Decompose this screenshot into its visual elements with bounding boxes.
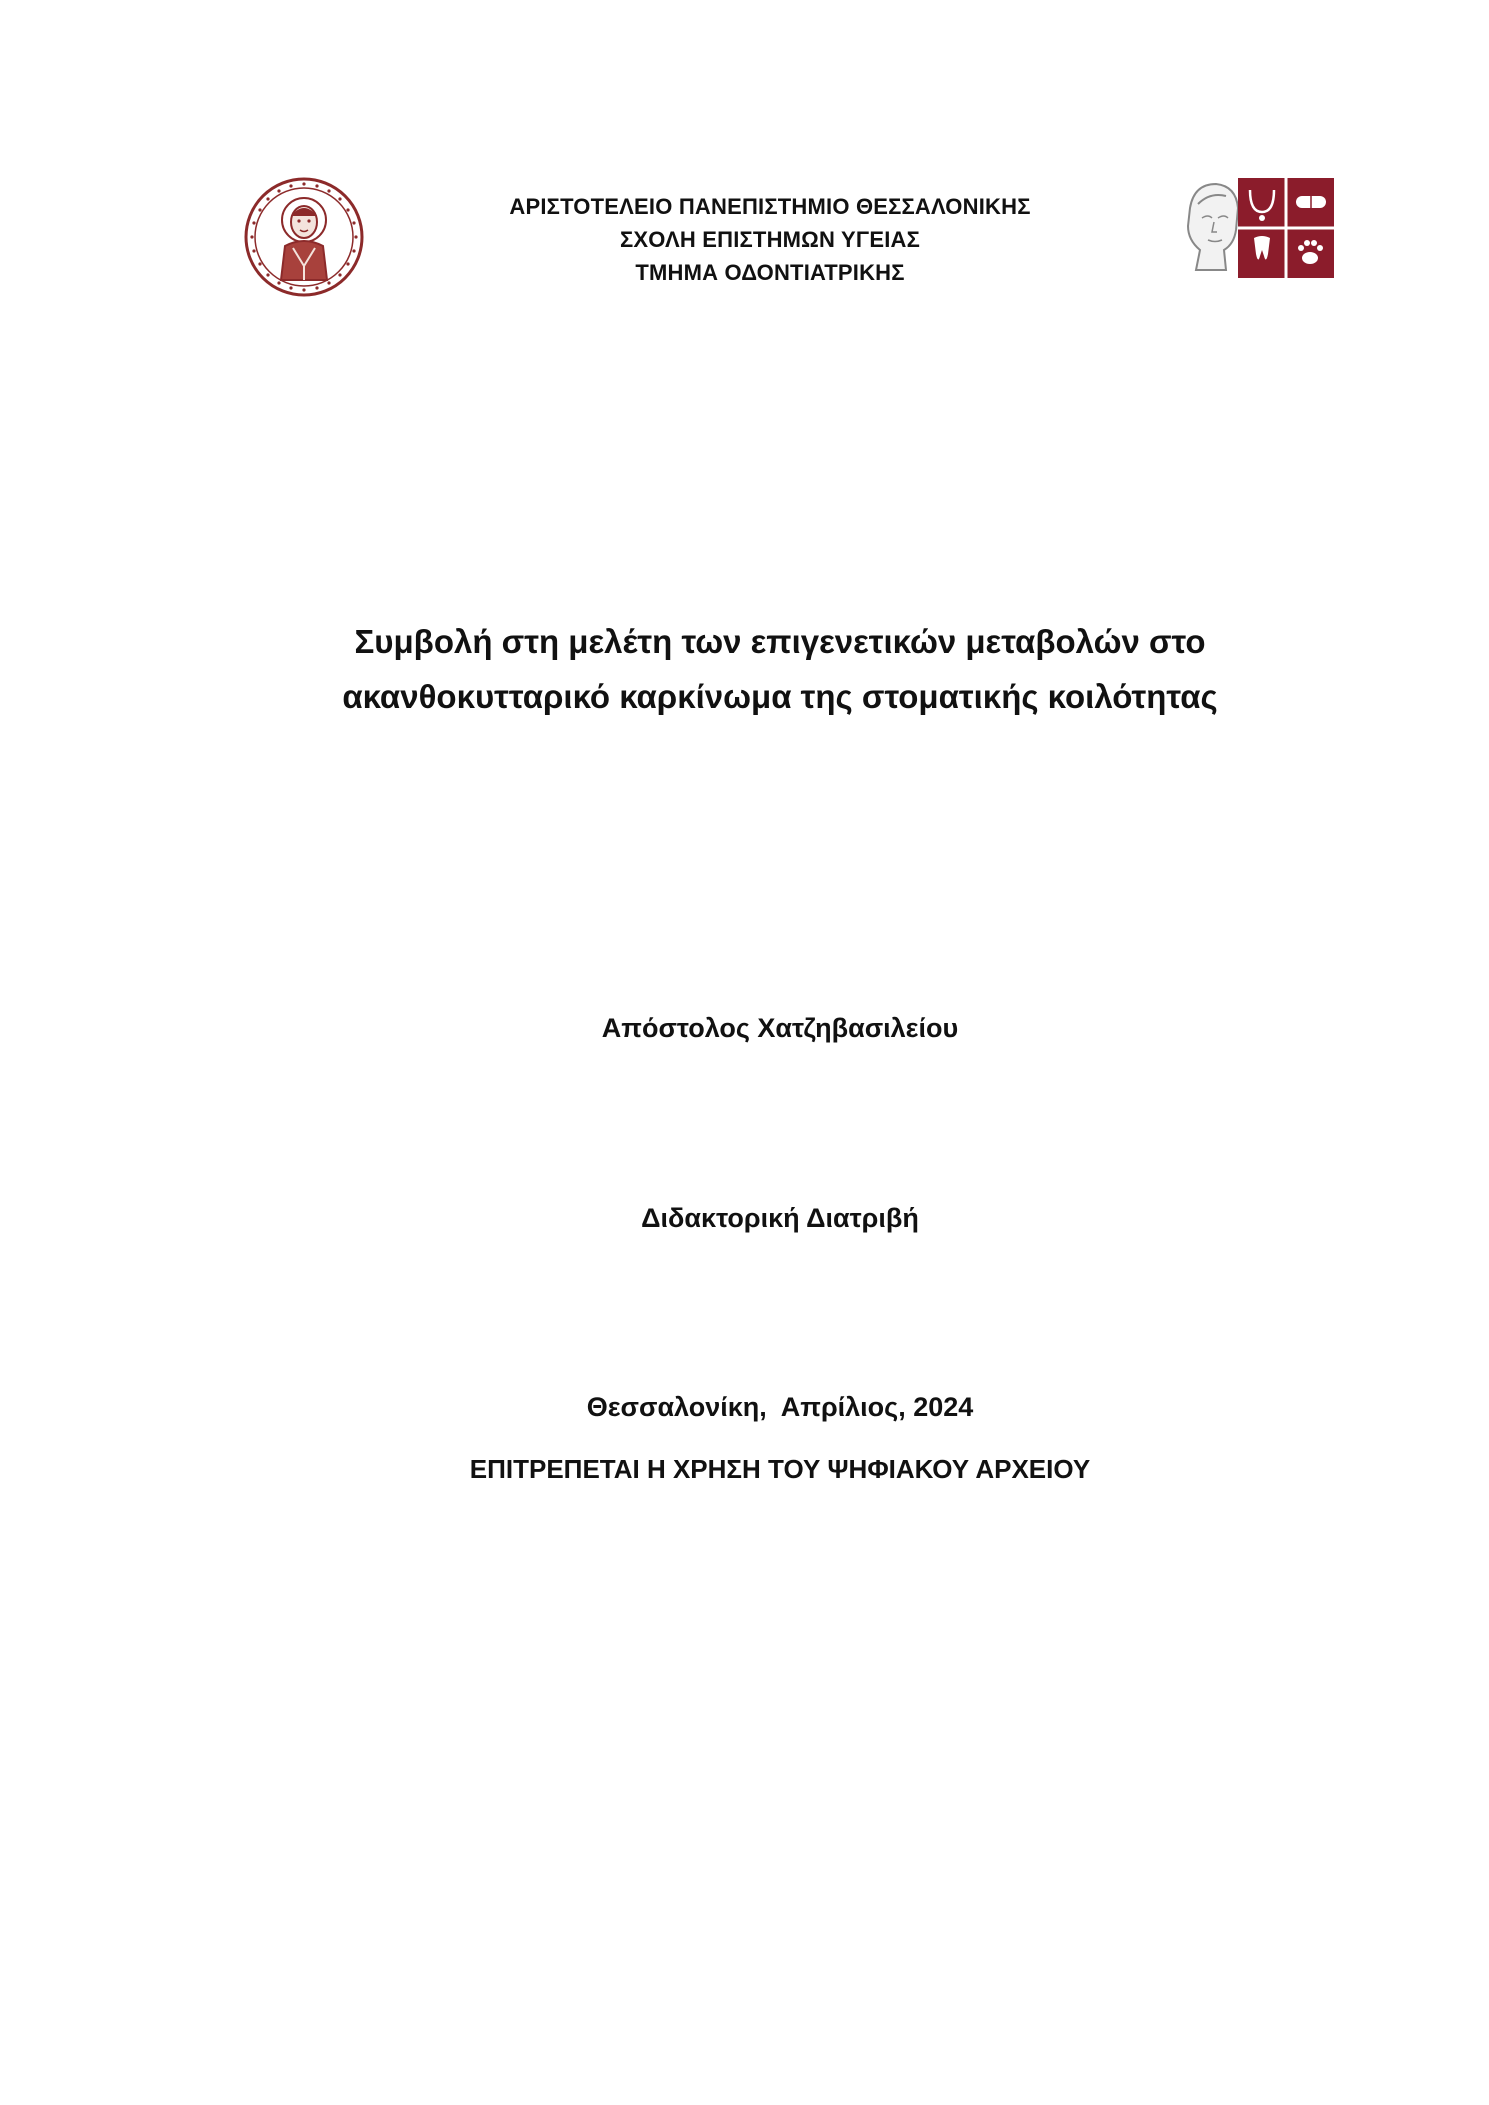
university-seal-icon — [243, 176, 365, 298]
department-name: ΤΜΗΜΑ ΟΔΟΝΤΙΑΤΡΙΚΗΣ — [635, 260, 905, 285]
thesis-title-line-2: ακανθοκυτταρικό καρκίνωμα της στοματικής κοιλότητας — [342, 678, 1218, 715]
thesis-title — [200, 614, 1360, 724]
university-name: ΑΡΙΣΤΟΤΕΛΕΙΟ ΠΑΝΕΠΙΣΤΗΜΙΟ ΘΕΣΣΑΛΟΝΙΚΗΣ — [509, 194, 1031, 219]
author-name: Απόστολος Χατζηβασιλείου — [601, 1013, 959, 1043]
document-type: Διδακτορική Διατριβή — [641, 1203, 919, 1233]
institution-header — [380, 190, 1160, 289]
place-date: Θεσσαλονίκη, Απρίλιος, 2024 — [586, 1392, 974, 1422]
school-name: ΣΧΟΛΗ ΕΠΙΣΤΗΜΩΝ ΥΓΕΙΑΣ — [619, 227, 920, 252]
usage-permission: ΕΠΙΤΡΕΠΕΤΑΙ Η ΧΡΗΣΗ ΤΟΥ ΨΗΦΙΑΚΟΥ ΑΡΧΕΙΟΥ — [469, 1454, 1091, 1484]
faculty-health-sciences-icon — [1180, 178, 1336, 278]
thesis-title-line-1: Συμβολή στη μελέτη των επιγενετικών μεταβολών στο — [354, 623, 1206, 660]
